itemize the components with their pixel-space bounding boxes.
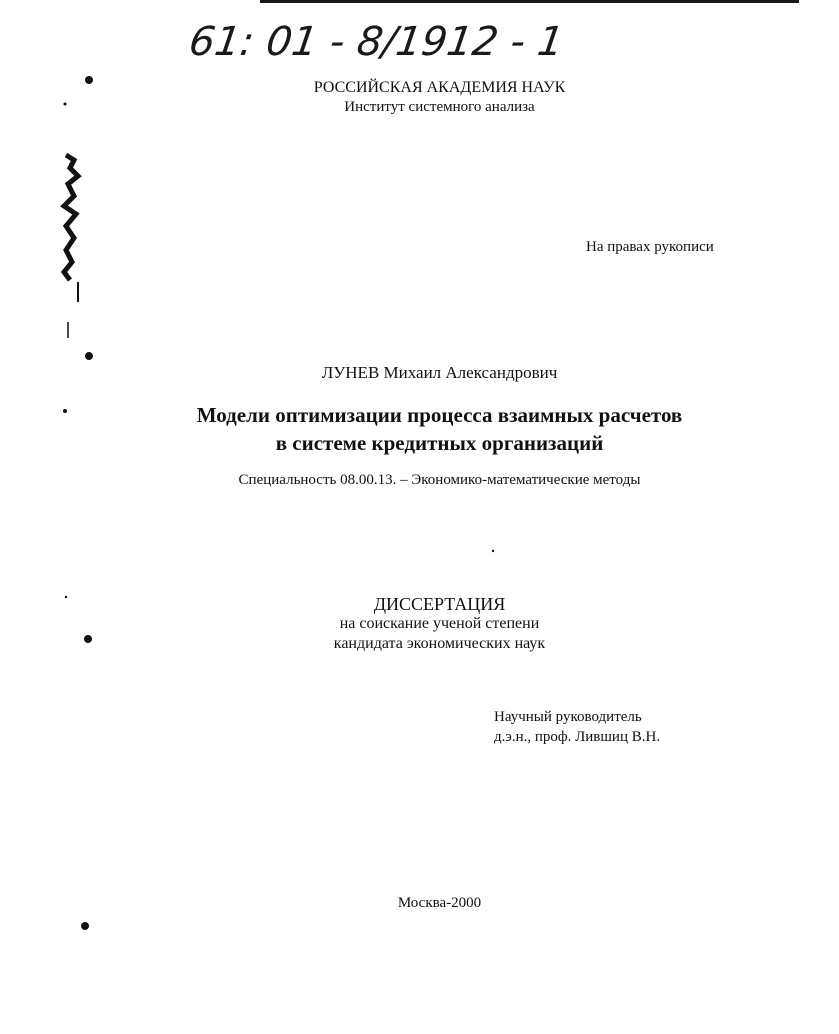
archive-code-text: 61: 01 - 8/1912 - 1 [186,19,567,65]
city-year: Москва-2000 [397,895,482,911]
scan-top-border [260,0,799,3]
binding-hole-mark [81,922,89,930]
degree-line-2: кандидата экономических наук [333,635,546,652]
dissertation-title [40,401,839,457]
title-line-2: в системе кредитных организаций [275,431,604,455]
degree-line-1: на соискание ученой степени [339,615,540,632]
specialty-line: Специальность 08.00.13. – Экономико-математические методы [238,472,641,488]
supervisor-role: Научный руководитель [494,709,642,725]
speck-mark [492,550,494,552]
title-line-1: Модели оптимизации процесса взаимных расчетов [196,403,683,427]
handwritten-archive-code [186,10,567,70]
organization-name: РОССИЙСКАЯ АКАДЕМИЯ НАУК [313,79,566,96]
binding-edge-mark [64,155,78,280]
binding-hole-mark [85,352,93,360]
rights-note: На правах рукописи [586,239,714,255]
author-name: ЛУНЕВ Михаил Александрович [321,363,558,382]
supervisor-name: д.э.н., проф. Лившиц В.Н. [494,729,661,745]
institute-name: Институт системного анализа [344,99,535,115]
work-type: ДИССЕРТАЦИЯ [373,594,506,614]
